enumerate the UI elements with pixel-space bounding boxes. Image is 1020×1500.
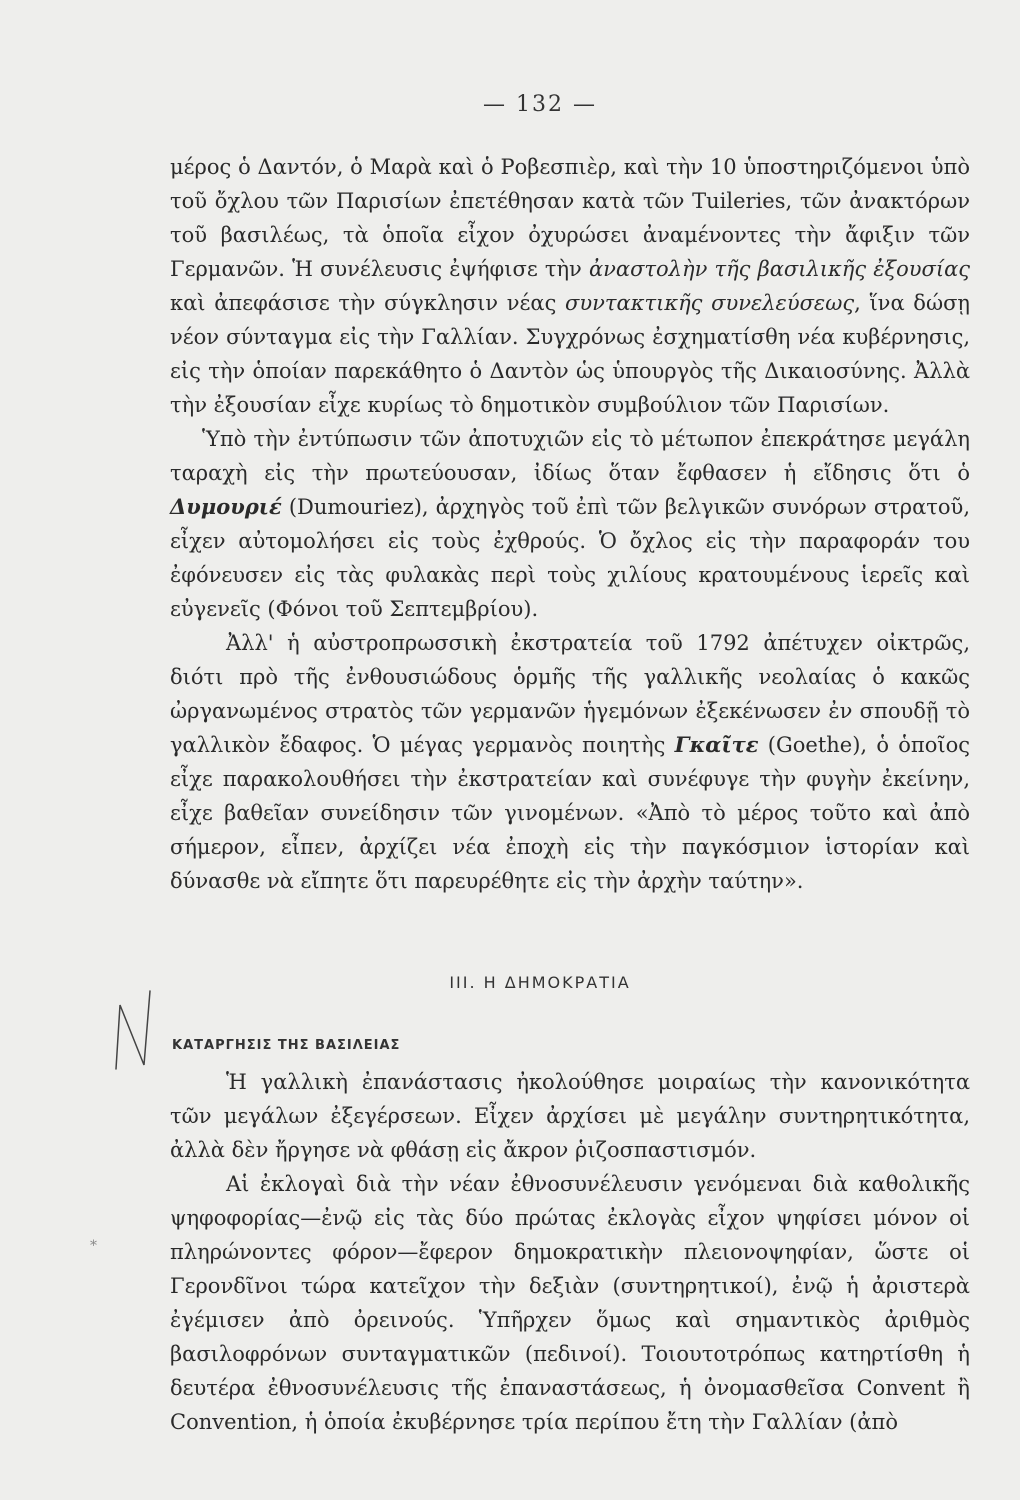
handwritten-margin-mark xyxy=(110,985,156,1075)
body-text-bottom xyxy=(170,1065,970,1439)
paragraph-1: μέρος ὁ Δαντόν, ὁ Μαρὰ καὶ ὁ Ροβεσπιὲρ, καὶ τὴν 10 ὑποστηριζόμενοι ὑπὸ τοῦ ὄχλου τῶν Παρισίων ἐπετέθησαν κατὰ τῶν Tuileries, τῶν ἀνακτόρων τοῦ βασιλέως, τὰ ὁποῖα εἶχον ὀχυρώσει ἀναμένοντες τὴν ἄφιξιν τῶν Γερμανῶν. Ἡ συνέλευσις ἐψήφισε τὴν ἀναστολὴν τῆς βασιλικῆς ἐξουσίας καὶ ἀπεφάσισε τὴν σύγκλησιν νέας συντακτικῆς συνελεύσεως, ἵνα δώσῃ νέον σύνταγμα εἰς τὴν Γαλλίαν. Συγχρόνως ἐσχηματίσθη νέα κυβέρνησις, εἰς τὴν ὁποίαν παρεκάθητο ὁ Δαντὸν ὡς ὑπουργὸς τῆς Δικαιοσύνης. Ἀλλὰ τὴν ἐξουσίαν εἶχε κυρίως τὸ δημοτικὸν συμβούλιον τῶν Παρισίων. xyxy=(170,155,971,417)
name-dumouriez: Δυμουριέ xyxy=(170,494,282,519)
paragraph-5: Αἱ ἐκλογαὶ διὰ τὴν νέαν ἐθνοσυνέλευσιν γενόμεναι διὰ καθολικῆς ψηφοφορίας—ἐνῷ εἰς τὰς δύο πρώτας ἐκλογὰς εἶχον ψηφίσει μόνον οἱ πληρώνοντες φόρον—ἔφερον δημοκρατικὴν πλειονοψηφίαν, ὥστε οἱ Γερονδῖνοι τώρα κατεῖχον τὴν δεξιὰν (συντηρητικοί), ἐνῷ ἡ ἀριστερὰ ἐγέμισεν ἀπὸ ὀρεινούς. Ὑπῆρχεν ὅμως καὶ σημαντικὸς ἀριθμὸς βασιλοφρόνων συνταγματικῶν (πεδινοί). Τοιουτοτρόπως κατηρτίσθη ἡ δευτέρα ἐθνοσυνέλευσις τῆς ἐπαναστάσεως, ἡ ὀνομασθεῖσα Convent ἢ Convention, ἡ ὁποία ἐκυβέρνησε τρία περίπου ἔτη τὴν Γαλλίαν (ἀπὸ xyxy=(170,1172,970,1434)
page-number: — 132 — xyxy=(483,92,597,117)
section-heading: III. Η ΔΗΜΟΚΡΑΤΙΑ xyxy=(449,973,631,992)
section-subheading: ΚΑΤΑΡΓΗΣΙΣ ΤΗΣ ΒΑΣΙΛΕΙΑΣ xyxy=(172,1038,401,1053)
emphasis-assembly: συντακτικῆς συνελεύσεως xyxy=(565,291,855,315)
paragraph-2: Ὑπὸ τὴν ἐντύπωσιν τῶν ἀποτυχιῶν εἰς τὸ μέτωπον ἐπεκράτησε μεγάλη ταραχὴ εἰς τὴν πρωτεύουσαν, ἰδίως ὅταν ἔφθασεν ἡ εἴδησις ὅτι ὁ Δυμουριέ (Dumouriez), ἀρχηγὸς τοῦ ἐπὶ τῶν βελγικῶν συνόρων στρατοῦ, εἶχεν αὐτομολήσει εἰς τοὺς ἐχθρούς. Ὁ ὄχλος εἰς τὴν παραφοράν του ἐφόνευσεν εἰς τὰς φυλακὰς περὶ τοὺς χιλίους κρατουμένους ἱερεῖς καὶ εὐγενεῖς (Φόνοι τοῦ Σεπτεμβρίου). xyxy=(170,427,970,621)
paragraph-4: Ἡ γαλλικὴ ἐπανάστασις ἠκολούθησε μοιραίως τὴν κανονικότητα τῶν μεγάλων ἐξεγέρσεων. Εἶχεν ἀρχίσει μὲ μεγάλην συντηρητικότητα, ἀλλὰ δὲν ἤργησε νὰ φθάσῃ εἰς ἄκρον ῥιζοσπαστισμόν. xyxy=(170,1070,970,1162)
emphasis-suspension: ἀναστολὴν τῆς βασιλικῆς ἐξουσίας xyxy=(588,257,971,281)
margin-speck: * xyxy=(90,1238,97,1254)
paragraph-3: Ἀλλ' ἡ αὐστροπρωσσικὴ ἐκστρατεία τοῦ 1792 ἀπέτυχεν οἰκτρῶς, διότι πρὸ τῆς ἐνθουσιώδους ὁρμῆς τῆς γαλλικῆς νεολαίας ὁ κακῶς ὠργανωμένος στρατὸς τῶν γερμανῶν ἡγεμόνων ἐξεκένωσεν ἐν σπουδῇ τὸ γαλλικὸν ἔδαφος. Ὁ μέγας γερμανὸς ποιητὴς Γκαῖτε (Goethe), ὁ ὁποῖος εἶχε παρακολουθήσει τὴν ἐκστρατείαν καὶ συνέφυγε τὴν φυγὴν ἐκείνην, εἶχε βαθεῖαν συνείδησιν τῶν γινομένων. «Ἀπὸ τὸ μέρος τοῦτο καὶ ἀπὸ σήμερον, εἶπεν, ἀρχίζει νέα ἐποχὴ εἰς τὴν παγκόσμιον ἱστορίαν καὶ δύνασθε νὰ εἴπητε ὅτι παρευρέθητε εἰς τὴν ἀρχὴν ταύτην». xyxy=(170,631,970,893)
name-goethe: Γκαῖτε xyxy=(674,732,759,757)
body-text-top xyxy=(170,150,970,898)
